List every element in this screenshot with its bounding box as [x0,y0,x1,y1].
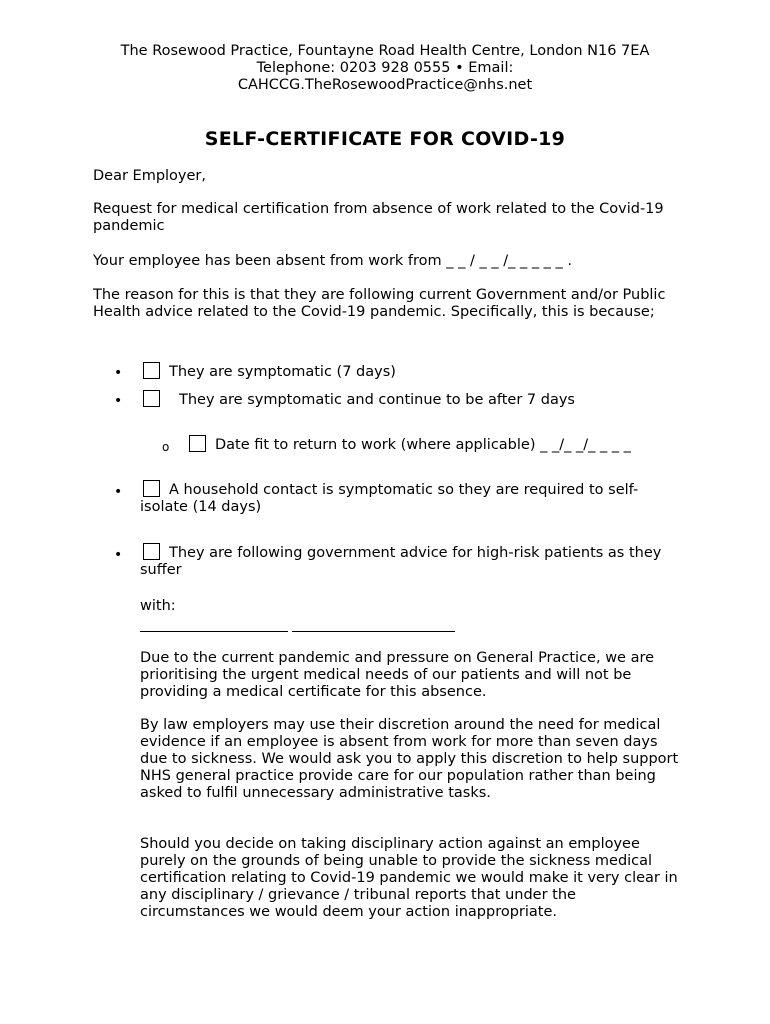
condition-blank-2[interactable] [292,631,455,633]
symptomatic-label: They are symptomatic (7 days) [169,364,396,380]
bullet-marker: • [114,484,123,500]
symptomatic-checkbox[interactable] [143,362,160,379]
absent-from-line: Your employee has been absent from work from _ _ / _ _ /_ _ _ _ _ . [93,253,573,269]
disciplinary-action-paragraph: Should you decide on taking disciplinary action against an employee purely on the grounds of being unable to provide the sickness medical certification relating to Covid-19 pandemic we would make it very clear in any disciplinary / grievance / tribunal reports that under the circumstances we would deem your action inappropriate. [140,836,678,920]
greeting: Dear Employer, [93,168,207,184]
date-fit-checkbox[interactable] [189,435,206,452]
employer-discretion-paragraph: By law employers may use their discretion around the need for medical evidence if an employee is absent from work for more than seven days due to sickness. We would ask you to apply this discretion to help support NHS general practice provide care for our population rather than being asked to fulfil unnecessary administrative tasks. [140,717,679,801]
condition-blank-1[interactable] [140,631,288,633]
pandemic-pressure-paragraph: Due to the current pandemic and pressure on General Practice, we are prioritising the urgent medical needs of our patients and will not be providing a medical certificate for this absence. [140,650,655,700]
header-address: The Rosewood Practice, Fountayne Road Health Centre, London N16 7EA [120,43,650,59]
page-title: SELF-CERTIFICATE FOR COVID-19 [204,128,566,150]
header-email: CAHCCG.TheRosewoodPractice@nhs.net [237,77,533,93]
bullet-marker: • [114,365,123,381]
practice-header [0,43,770,94]
request-paragraph: Request for medical certification from absence of work related to the Covid-19 pandemic [93,201,664,234]
with-label: with: [140,598,176,614]
high-risk-label: They are following government advice for high-risk patients as they suffer [140,545,662,578]
sub-bullet-marker: o [162,440,170,454]
household-contact-label: A household contact is symptomatic so they are required to self-isolate (14 days) [140,482,639,515]
bullet-marker: • [114,547,123,563]
header-telephone: Telephone: 0203 928 0555 • Email: [256,60,514,76]
symptomatic-continue-checkbox[interactable] [143,390,160,407]
date-fit-label: Date fit to return to work (where applicable) _ _/_ _/_ _ _ _ [215,437,631,453]
symptomatic-continue-label: They are symptomatic and continue to be after 7 days [179,392,575,408]
reason-paragraph: The reason for this is that they are following current Government and/or Public Health advice related to the Covid-19 pandemic. Specifically, this is because; [93,287,666,320]
bullet-marker: • [114,393,123,409]
